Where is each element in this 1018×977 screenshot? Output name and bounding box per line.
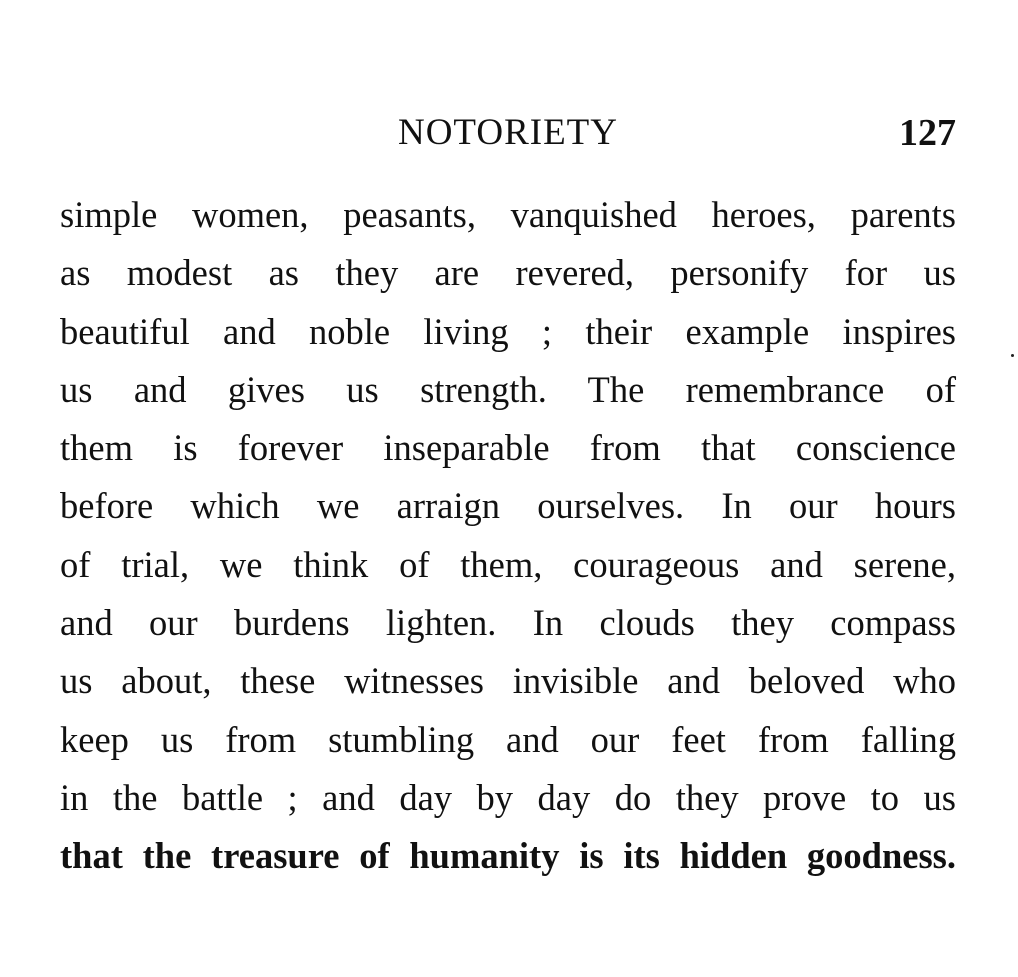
body-text: [60, 186, 956, 886]
text-line: before which we arraign ourselves. In our hours: [60, 485, 956, 527]
text-line: simple women, peasants, vanquished heroes, parents: [60, 194, 956, 235]
text-line: in the battle ; and day by day do they prove to us: [60, 776, 956, 818]
text-line: us about, these witnesses invisible and beloved who: [60, 660, 956, 702]
text-line: of trial, we think of them, courageous and serene,: [60, 543, 956, 585]
chapter-title: NOTORIETY: [397, 112, 618, 153]
text-line: as modest as they are revered, personify for us: [60, 252, 956, 294]
text-line: beautiful and noble living ; their example inspires: [60, 310, 956, 352]
page-number: 127: [899, 112, 956, 154]
text-line-last: that the treasure of humanity is its hidden goodness.: [60, 835, 956, 877]
text-line: us and gives us strength. The remembrance of: [60, 368, 956, 410]
text-line: and our burdens lighten. In clouds they compass: [60, 602, 956, 644]
ink-speck: [1011, 354, 1014, 357]
text-line: them is forever inseparable from that conscience: [60, 427, 956, 469]
text-line: keep us from stumbling and our feet from falling: [60, 718, 956, 760]
running-head: [60, 108, 956, 158]
